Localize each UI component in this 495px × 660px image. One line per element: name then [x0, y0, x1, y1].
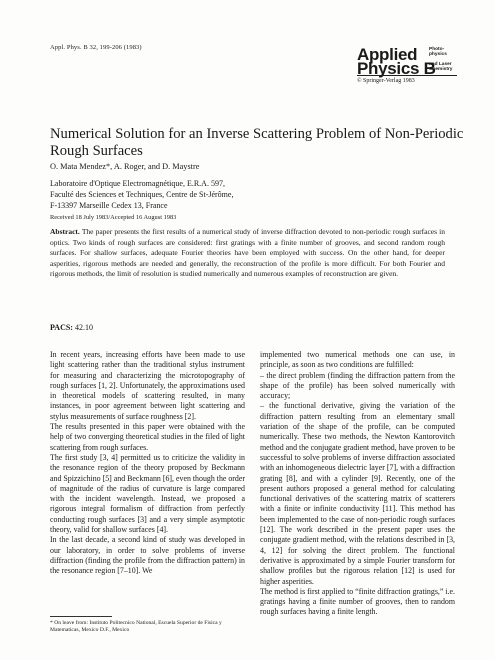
affiliation-line: F-13397 Marseille Cedex 13, France [50, 201, 168, 211]
logo-line-applied: Applied [357, 45, 418, 64]
body-paragraph: In recent years, increasing efforts have been made to use light scattering rather than the traditional stylus instrument for measuring and characterizing the microtopography of rough surfaces [1, 2]. Unfortunately, the approximations used in theoretical models of scattering resulted, in many instances, in poor agreement between light scattering and stylus measurements of surface roughness [2]. [50, 350, 245, 421]
journal-logo [357, 47, 457, 87]
body-column-left [50, 350, 245, 577]
received-dates: Received 18 July 1983/Accepted 16 August 1983 [50, 214, 177, 221]
body-paragraph: – the direct problem (finding the diffraction pattern from the shape of the profile) has been solved numerically with accuracy; [260, 370, 455, 401]
pacs-label: PACS: [50, 323, 73, 332]
body-paragraph: The results presented in this paper were obtained with the help of two converging theoretical studies in the filed of light scattering from rough surfaces. [50, 422, 245, 452]
body-column-right [260, 350, 455, 618]
footnote-divider [50, 616, 112, 617]
body-paragraph: implemented two numerical methods one can use, in principle, as soon as two conditions are fulfilled: [260, 350, 455, 370]
logo-line-physics-b: Physics B [357, 59, 436, 78]
body-paragraph: The first study [3, 4] permitted us to criticize the validity in the resonance region of the theory proposed by Beckmann and Spizzichino [5] and Beckmann [6], even though the order of magnitude of the radius of curvature is large compared with the incident wavelength. Instead, we proposed a rigorous integral formalism of diffraction from perfectly conducting rough surfaces [3] and a very simple asymptotic theory, valid for shallow surfaces [4]. [50, 452, 246, 535]
affiliation-line: Faculté des Sciences et Techniques, Centre de St-Jérôme, [50, 190, 234, 200]
logo-tag-laser-chemistry: and Laser Chemistry [429, 62, 453, 72]
author-affiliation [50, 178, 450, 212]
body-paragraph: In the last decade, a second kind of study was developed in our laboratory, in order to solve problems of inverse diffraction (finding the profile from the diffraction pattern) in the resonance region [7–10]. We [50, 535, 245, 576]
logo-divider [357, 75, 457, 76]
article-authors: O. Mata Mendez*, A. Roger, and D. Maystre [50, 162, 200, 171]
abstract-text: The paper presents the first results of a numerical study of inverse diffraction devoted to non-periodic rough surfaces in optics. Two kinds of rough surfaces are considered: first gratings with a finite number of grooves, and second random rough surfaces. For shallow surfaces, adequate Fourier theories have been employed with success. On the other hand, for deeper asperities, rigorous methods are needed and generally, the reconstruction of the profile is more difficult. For both Fourier and rigorous methods, the limit of resolution is studied numerically and numerous examples of reconstruction are given. [50, 227, 446, 279]
abstract [50, 227, 445, 280]
abstract-label: Abstract. [50, 227, 80, 236]
body-paragraph: The method is first applied to “finite diffraction gratings,” i.e. gratings having a finite number of grooves, then to random rough surfaces having a finite length. [260, 586, 455, 617]
logo-tag-photophysics: Photo- physics [429, 47, 447, 57]
body-paragraph: – the functional derivative, giving the variation of the diffraction pattern resulting from an elementary small variation of the shape of the profile, can be computed numerically. These two methods, the Newton Kantorovitch method and the conjugate gradient method, have proven to be successful to solve problems of inverse diffraction associated with an inhomogeneous dielectric layer [7], with a diffraction grating [8], and with a cylinder [9]. Recently, one of the present authors proposed a general method for calculating functional derivatives of the scattering matrix of scatterers with a finite or infinite conductivity [11]. This method has been implemented to the case of non-periodic rough surfaces [12]. The work described in the present paper uses the conjugate gradient method, with the relations described in [3, 4, 12] for solving the direct problem. The functional derivative is approximated by a simple Fourier transform for shallow profiles but the rigorous relation [12] is used for higher asperities. [260, 401, 456, 586]
publisher-copyright: © Springer-Verlag 1983 [357, 78, 415, 84]
pacs-value: 42.10 [74, 323, 93, 332]
journal-reference: Appl. Phys. B 32, 199-206 (1983) [50, 44, 142, 51]
footnote: * On leave from: Instituto Politecnico National, Escuela Superior de Fisica y Matematicas, Mexico D.F., Mexico [50, 620, 222, 633]
affiliation-line: Laboratoire d'Optique Electromagnétique, E.R.A. 597, [50, 179, 225, 188]
pacs-line [50, 323, 93, 332]
article-title: Numerical Solution for an Inverse Scattering Problem of Non-Periodic Rough Surfaces [50, 126, 464, 159]
